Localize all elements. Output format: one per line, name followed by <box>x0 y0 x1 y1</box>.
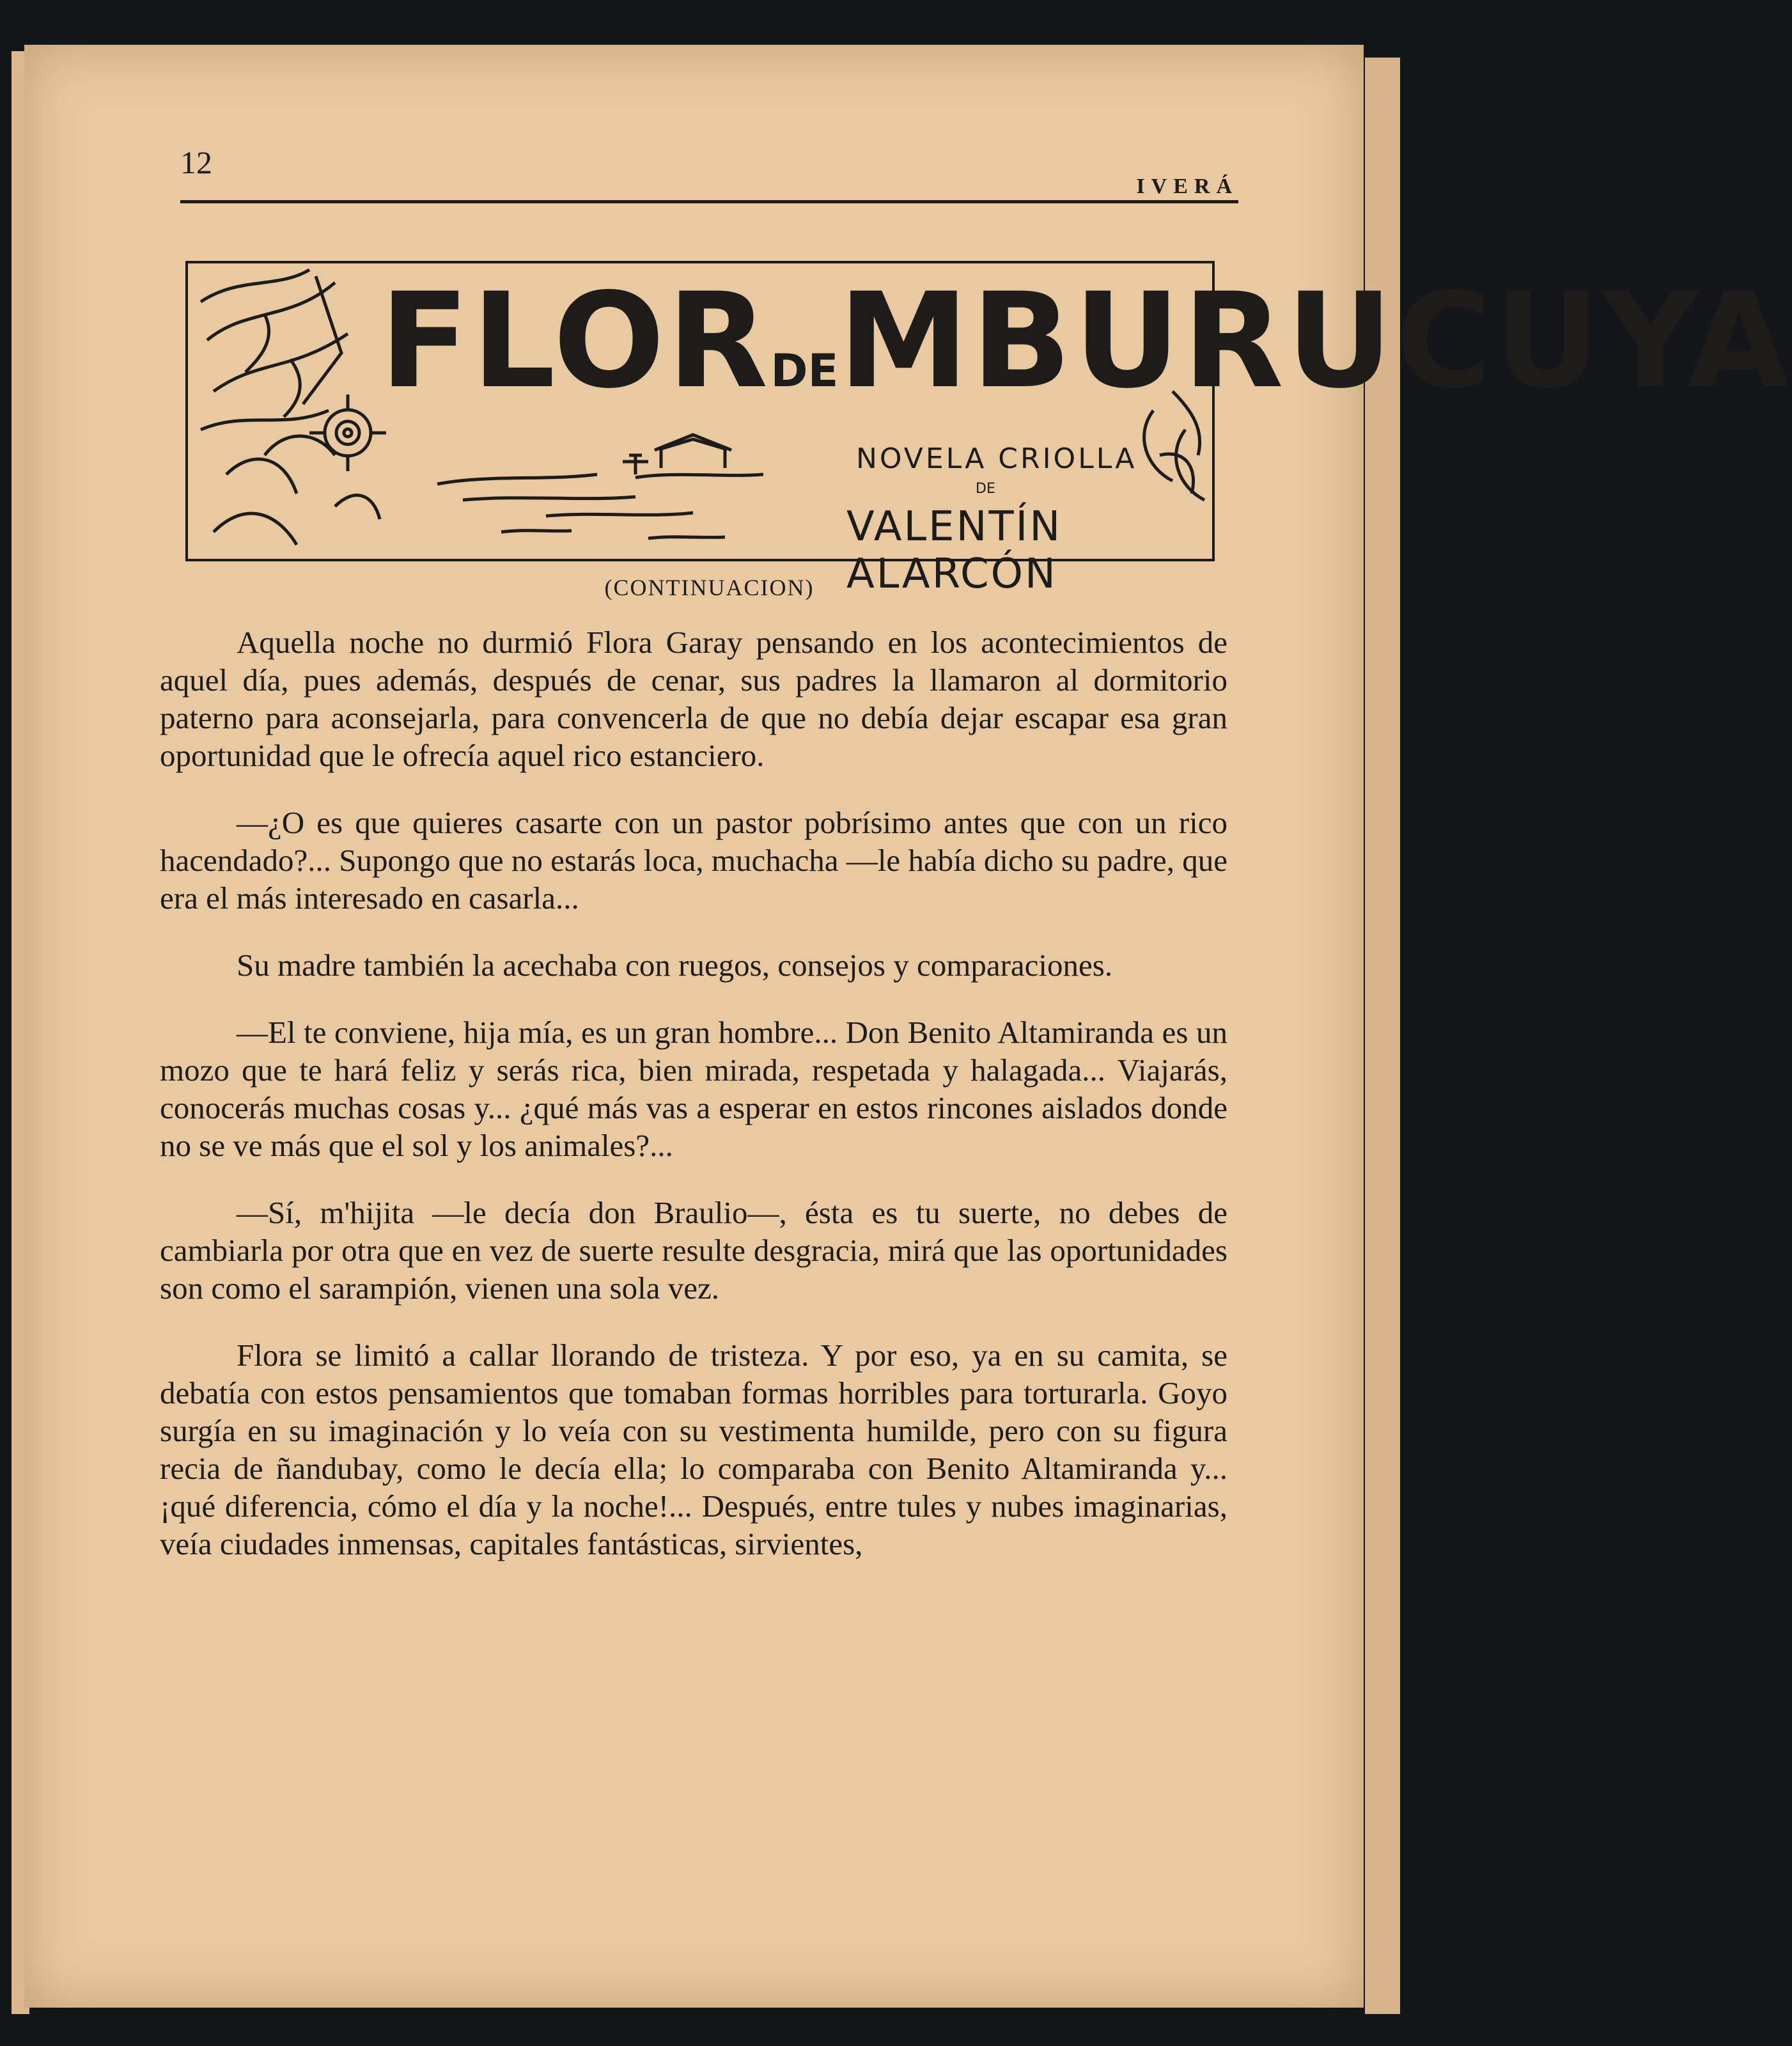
magazine-title: IVERÁ <box>1136 175 1238 198</box>
paragraph: Aquella noche no durmió Flora Garay pensando en los acontecimientos de aquel día, pues además, después de cenar, sus padres la llamaron al dormitorio paterno para aconsejarla, para convencerla de que no debía dejar escapar esa gran oportunidad que le ofrecía aquel rico estanciero. <box>160 625 1227 773</box>
banner-title-mburucuya: MBURUCUYA <box>838 265 1792 418</box>
article-body <box>160 623 1227 1592</box>
banner-title <box>380 265 1792 418</box>
paragraph: —El te conviene, hija mía, es un gran hombre... Don Benito Altamiranda es un mozo que te hará feliz y serás rica, bien mirada, respetada y halagada... Viajarás, conocerás muchas cosas y... ¿qué más vas a esperar en estos rincones aislados donde no se ve más que el sol y los animales?... <box>160 1015 1227 1163</box>
banner-subtitle: NOVELA CRIOLLA <box>856 442 1137 475</box>
banner-de: DE <box>976 481 995 497</box>
paragraph: —¿O es que quieres casarte con un pastor pobrísimo antes que con un rico hacendado?... Supongo que no estarás loca, muchacha —le había dicho su padre, que era el más interesado en casarla... <box>160 805 1227 916</box>
banner-title-flor: FLOR <box>380 265 771 418</box>
banner-title-de: DE <box>770 345 839 397</box>
paragraph: Su madre también la acechaba con ruegos, consejos y comparaciones. <box>237 948 1113 983</box>
page-header <box>180 137 1238 201</box>
continuation-label: (CONTINUACION) <box>604 575 814 600</box>
header-rule <box>180 200 1238 203</box>
page-number: 12 <box>180 144 212 180</box>
paragraph: Flora se limitó a callar llorando de tristeza. Y por eso, ya en su camita, se debatía con estos pensamientos que tomaban formas horribles para torturarla. Goyo surgía en su imaginación y lo veía con su vestimenta humilde, pero con su figura recia de ñandubay, como le decía ella; lo comparaba con Benito Altamiranda y... ¡qué diferencia, cómo el día y la noche!... Después, entre tules y nubes imaginarias, veía ciudades inmensas, capitales fantásticas, sirvientes, <box>160 1338 1227 1561</box>
banner-author: VALENTÍN ALARCÓN <box>846 503 1063 598</box>
paragraph: —Sí, m'hijita —le decía don Braulio—, ésta es tu suerte, no debes de cambiarla por otra que en vez de suerte resulte desgracia, mirá que las oportunidades son como el sarampión, vienen una sola vez. <box>160 1195 1227 1306</box>
